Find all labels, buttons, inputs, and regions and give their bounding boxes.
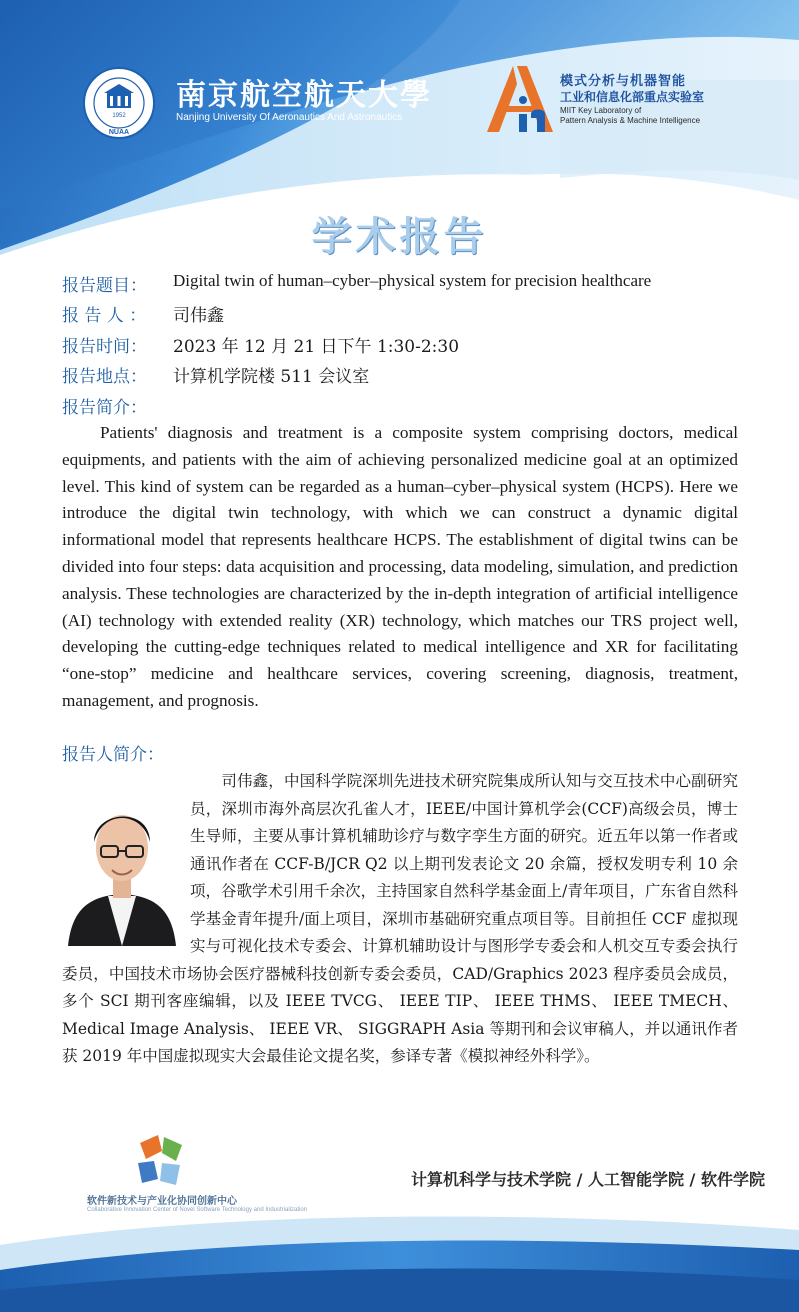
field-value-topic: Digital twin of human–cyber–physical system for precision healthcare: [173, 271, 652, 290]
school-names: 计算机科学与技术学院 / 人工智能学院 / 软件学院: [411, 1170, 765, 1189]
innovation-center-name-en: Collaborative Innovation Center of Novel Software Technology and Industrialization: [87, 1207, 308, 1213]
lab-logo: [483, 62, 557, 136]
lab-name-cn-2: 工业和信息化部重点实验室: [560, 90, 705, 104]
lab-name-cn-1: 模式分析与机器智能: [560, 74, 687, 89]
photo-spacer: [62, 768, 190, 950]
field-label-abstract: 报告简介：: [62, 398, 147, 418]
field-label-topic: 报告题目：: [62, 276, 147, 296]
university-name-cn: 南京航空航天大學: [176, 78, 432, 113]
bio-block: [62, 768, 738, 1071]
seal-text: NUAA: [108, 129, 130, 136]
university-seal-logo: [82, 66, 156, 140]
field-label-time: 报告时间：: [62, 337, 147, 357]
innovation-center-logo: [132, 1133, 190, 1189]
lab-name-en-1: MIIT Key Laboratory of: [560, 106, 642, 115]
abstract-text: Patients' diagnosis and treatment is a composite system comprising doctors, medical equipments, and patients with the aim of achieving personalized medicine goal at an optimized level. This kind of system can be regarded as a human–cyber–physical system (HCPS). Here we introduce the digital twin technology, with which we can construct a dynamic digital informational model that represents healthcare HCPS. The establishment of digital twins can be divided into four steps: data acquisition and processing, data modeling, simulation, and prediction analysis. These technologies are characterized by the in-depth integration of artificial intelligence (AI) technology with extended reality (XR) technology, which matches our TRS project well, developing the cutting-edge techniques related to medical intelligence and XR for facilitating “one-stop” medicine and healthcare services, covering screening, diagnosis, treatment, management, and prognosis.: [62, 423, 738, 710]
bio-label: 报告人简介：: [62, 745, 164, 765]
field-value-speaker: 司伟鑫: [173, 306, 224, 326]
innovation-center-name-cn: 软件新技术与产业化协同创新中心: [87, 1196, 237, 1207]
field-value-location: 计算机学院楼 511 会议室: [173, 367, 370, 387]
field-label-speaker: 报 告 人 ：: [62, 306, 147, 326]
lab-name-en-2: Pattern Analysis & Machine Intelligence: [560, 116, 701, 125]
page-title: 学术报告: [311, 214, 488, 260]
university-name-en: Nanjing University Of Aeronautics And Astronautics: [176, 112, 403, 123]
field-label-location: 报告地点：: [62, 367, 147, 387]
seal-year: 1952: [112, 113, 126, 119]
field-value-time: 2023 年 12 月 21 日下午 1:30-2:30: [173, 337, 460, 357]
bio-text: 司伟鑫，中国科学院深圳先进技术研究院集成所认知与交互技术中心副研究员，深圳市海外高层次孔雀人才，IEEE/中国计算机学会(CCF)高级会员，博士生导师，主要从事计算机辅助诊疗与数字孪生方面的研究。近五年以第一作者或通讯作者在 CCF-B/JCR Q2 以上期刊发表论文 20 余篇，授权发明专利 10 余项，谷歌学术引用千余次，主持国家自然科学基金面上/青年项目，广东省自然科学基金青年提升/面上项目，深圳市基础研究重点项目等。目前担任 CCF 虚拟现实与可视化技术专委会、计算机辅助设计与图形学专委会和人机交互专委会执行委员，中国技术市场协会医疗器械科技创新专委会委员，CAD/Graphics 2023 程序委员会成员，多个 SCI 期刊客座编辑，以及 IEEE TVCG、 IEEE TIP、 IEEE THMS、 IEEE TMECH、Medical Image Analysis、 IEEE VR、 SIGGRAPH Asia 等期刊和会议审稿人，并以通讯作者获 2019 年中国虚拟现实大会最佳论文提名奖，参译专著《模拟神经外科学》。: [62, 772, 738, 1065]
